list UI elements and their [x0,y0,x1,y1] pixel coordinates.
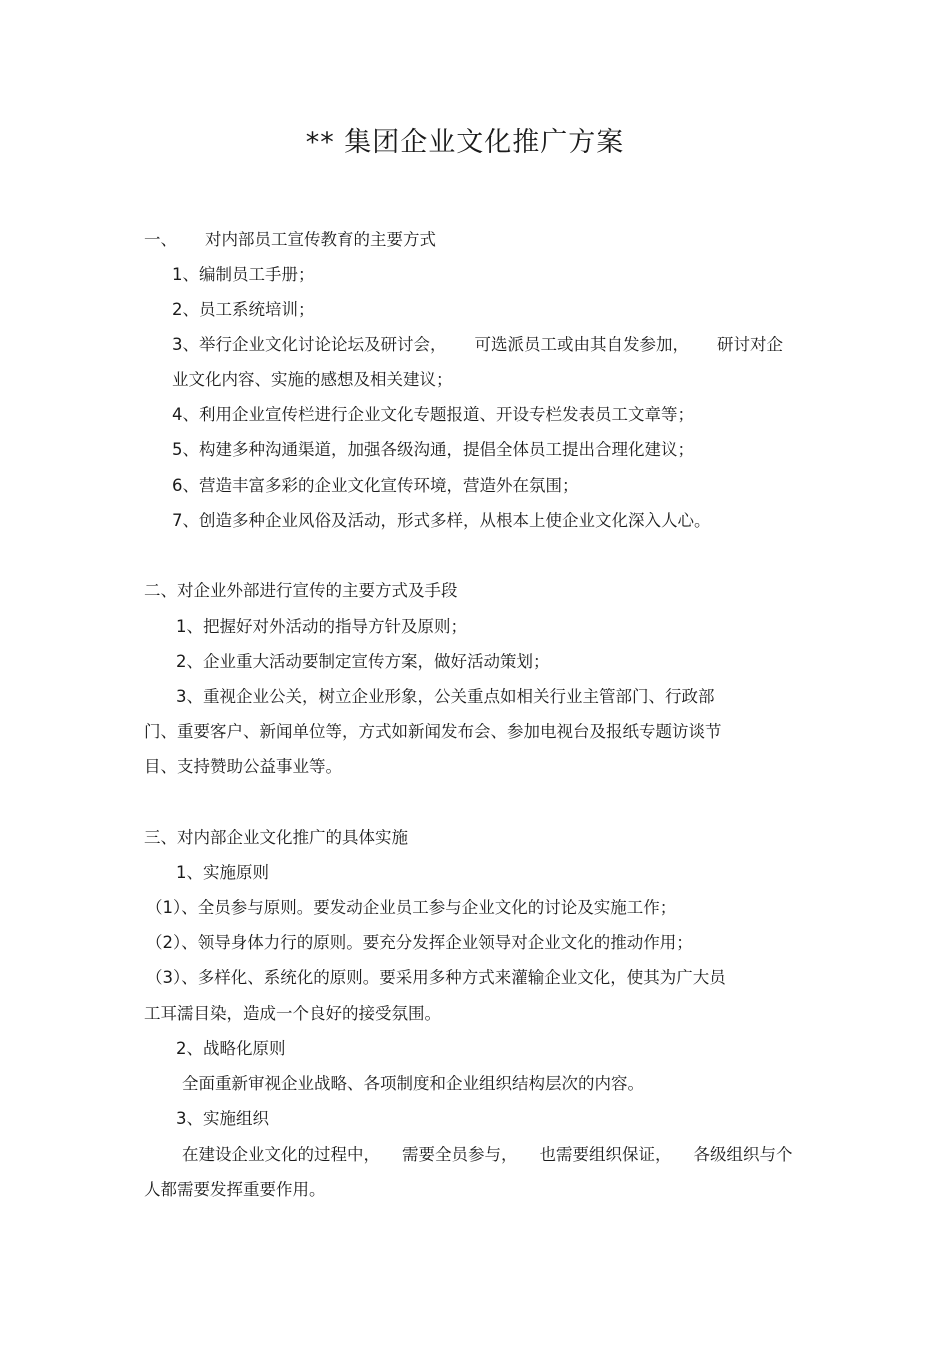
section-3-sub-3: 3、实施组织 [176,1109,269,1128]
section-1-item-5: 5、构建多种沟通渠道，加强各级沟通，提倡全体员工提出合理化建议； [172,440,694,459]
section-1-item-2: 2、员工系统培训； [172,300,315,319]
section-3-sub-1: 1、实施原则 [176,863,269,882]
section-3-principle-3-cont: 工耳濡目染，造成一个良好的接受氛围。 [144,1004,441,1023]
section-1-title: 对内部员工宣传教育的主要方式 [205,230,436,249]
section-3-sub-3-part-1: 在建设企业文化的过程中， [182,1145,380,1164]
document-title: ** 集团企业文化推广方案 [305,127,625,158]
section-1-item-4: 4、利用企业宣传栏进行企业文化专题报道、开设专栏发表员工文章等； [172,405,694,424]
section-3-sub-3-part-3: 也需要组织保证， [539,1145,672,1164]
section-1-item-6: 6、营造丰富多彩的企业文化宣传环境，营造外在氛围； [172,476,579,495]
section-3-principle-2: （2）、领导身体力行的原则。要充分发挥企业领导对企业文化的推动作用； [146,933,693,952]
section-3-heading: 三、对内部企业文化推广的具体实施 [144,828,408,847]
section-2-item-3: 3、重视企业公关，树立企业形象，公关重点如相关行业主管部门、行政部 [176,687,715,706]
section-2-item-3-cont-2: 目、支持赞助公益事业等。 [144,757,342,776]
section-3-sub-2: 2、战略化原则 [176,1039,286,1058]
section-1-item-1: 1、编制员工手册； [172,265,315,284]
section-1-item-3-part-3: 研讨对企 [717,335,783,354]
section-3-principle-1: （1）、全员参与原则。要发动企业员工参与企业文化的讨论及实施工作； [146,898,677,917]
section-3-sub-3-cont: 人都需要发挥重要作用。 [144,1180,326,1199]
section-2-item-1: 1、把握好对外活动的指导方针及原则； [176,617,467,636]
section-1-item-3 [172,334,783,356]
section-1-item-3-cont: 业文化内容、实施的感想及相关建议； [172,370,453,389]
section-1-item-7: 7、创造多种企业风俗及活动，形式多样，从根本上使企业文化深入人心。 [172,511,711,530]
section-1-number: 一、 [144,230,177,249]
section-3-sub-2-text: 全面重新审视企业战略、各项制度和企业组织结构层次的内容。 [182,1074,644,1093]
section-1-item-3-part-2: 可选派员工或由其自发参加， [474,335,689,354]
section-3-sub-3-text [182,1144,793,1166]
section-2-item-3-cont-1: 门、重要客户、新闻单位等，方式如新闻发布会、参加电视台及报纸专题访谈节 [144,722,722,741]
section-1-item-3-part-1: 3、举行企业文化讨论论坛及研讨会， [172,335,447,354]
section-2-heading: 二、对企业外部进行宣传的主要方式及手段 [144,581,458,600]
section-3-sub-3-part-4: 各级组织与个 [693,1145,793,1164]
section-3-sub-3-part-2: 需要全员参与， [402,1145,518,1164]
section-3-principle-3: （3）、多样化、系统化的原则。要采用多种方式来灌输企业文化，使其为广大员 [146,968,726,987]
section-2-item-2: 2、企业重大活动要制定宣传方案，做好活动策划； [176,652,550,671]
section-1-heading [144,229,436,251]
